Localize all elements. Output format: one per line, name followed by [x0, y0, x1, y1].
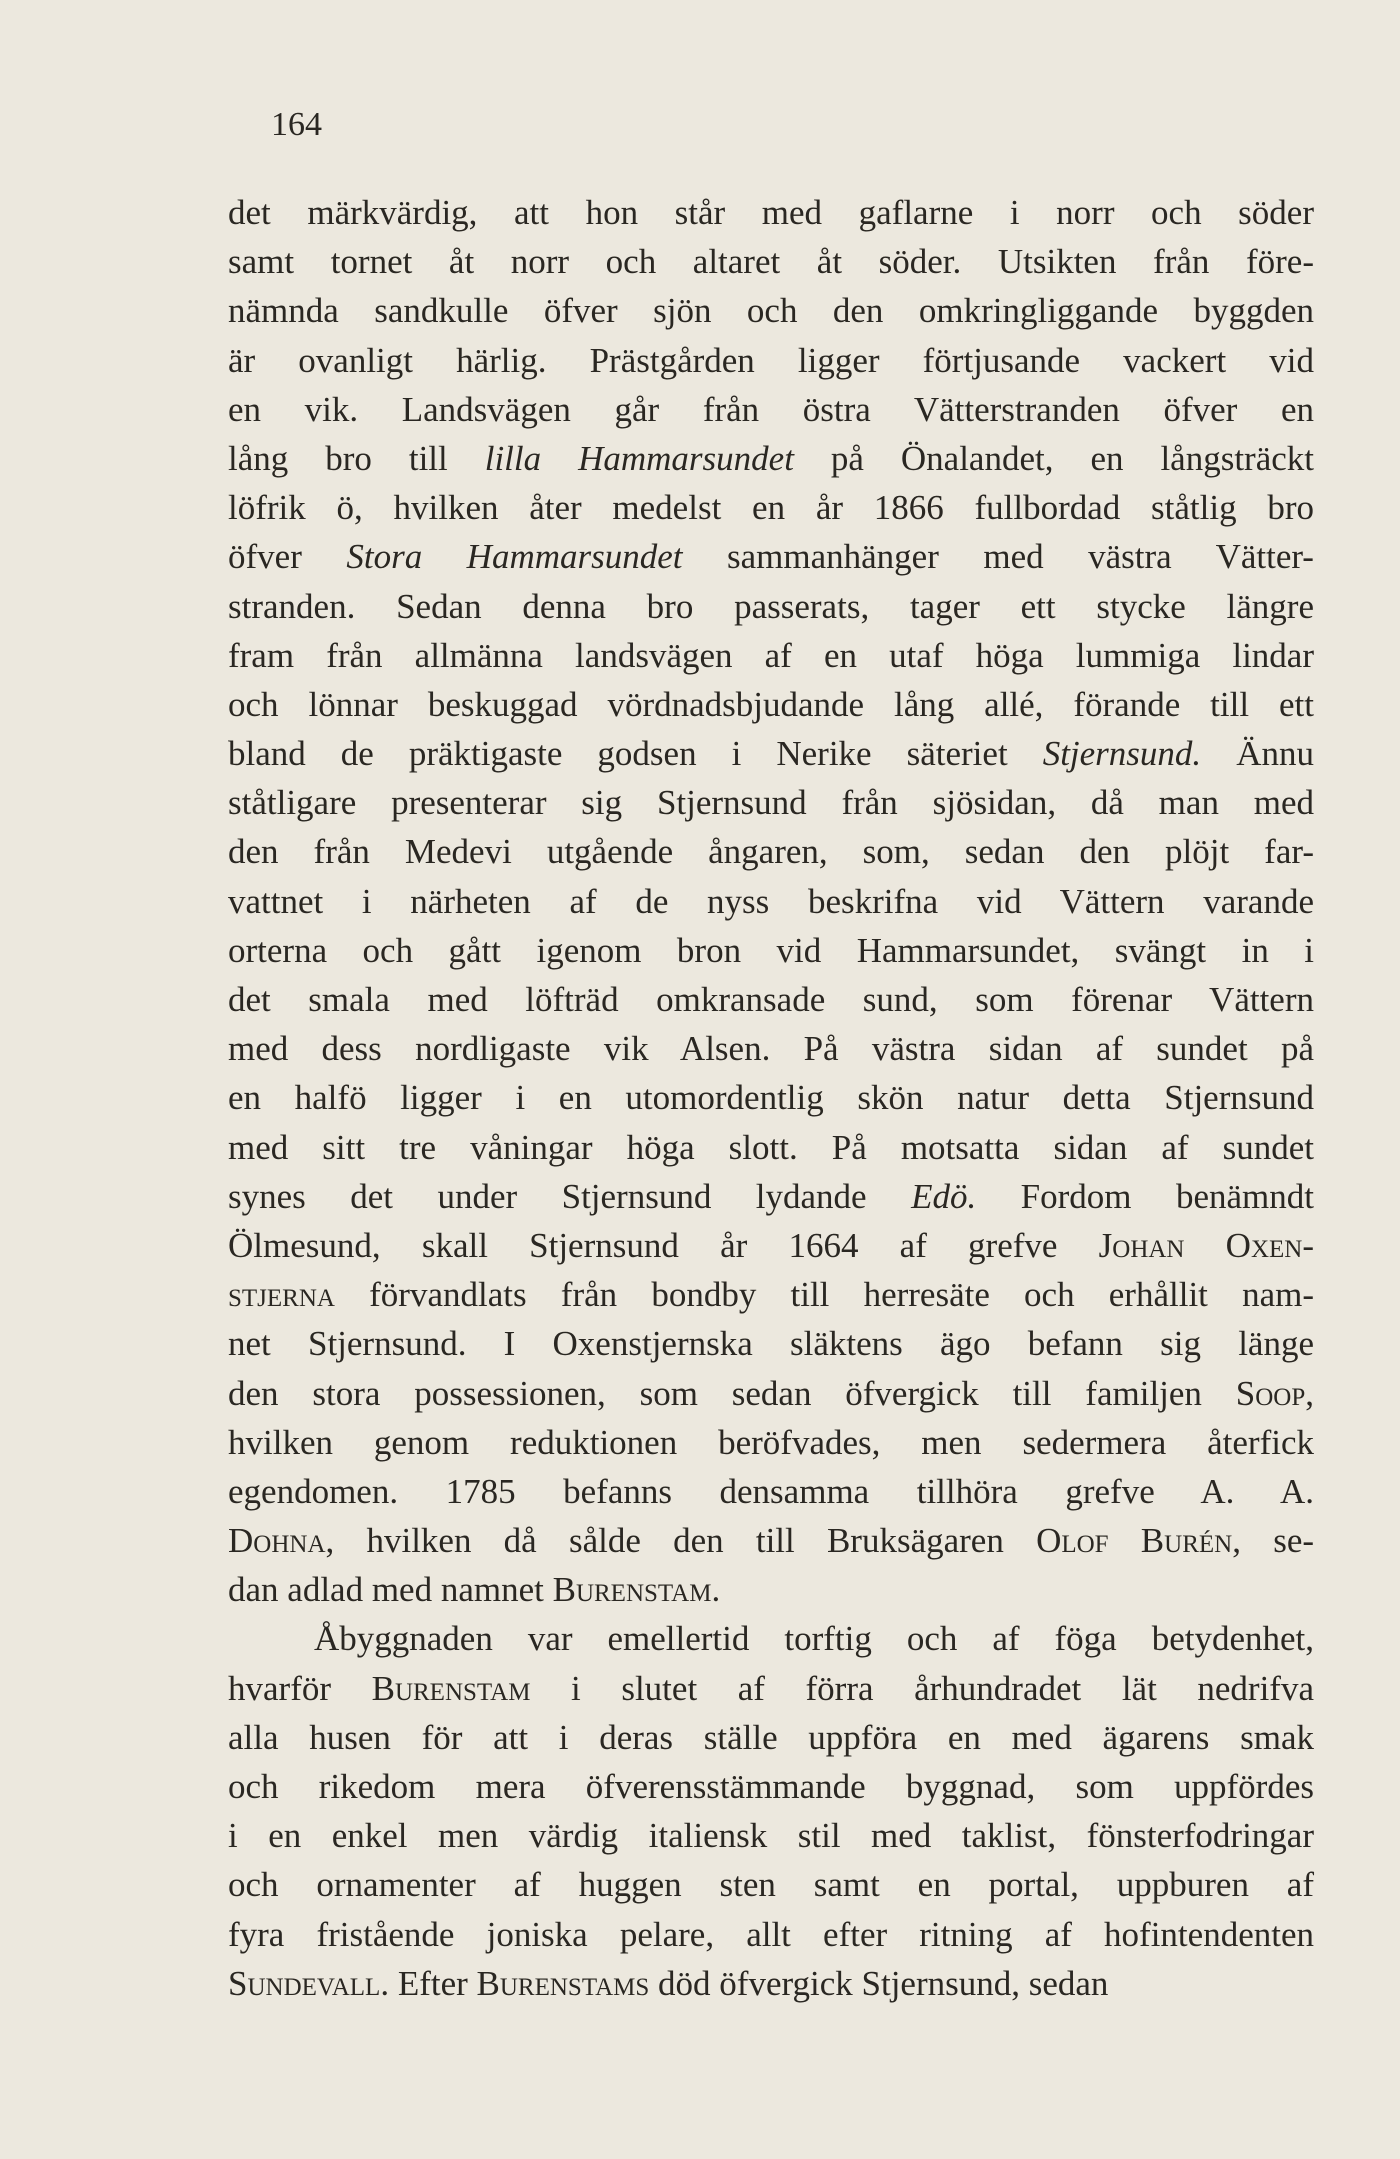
text-line — [228, 336, 1314, 385]
text-span: det smala med löfträd omkransade sund, som förenar Vättern — [228, 980, 1314, 1019]
text-line — [228, 1319, 1314, 1368]
text-span: alla husen för att i deras ställe uppföra en med ägarens smak — [228, 1717, 1314, 1757]
text-span: synes det under Stjernsund lydande — [228, 1176, 912, 1216]
text-span: död öfvergick Stjernsund, sedan — [649, 1963, 1109, 2003]
text-span: hvilken då sålde den till Bruksägaren — [334, 1521, 1037, 1561]
text-span: Åbyggnaden var emellertid torftig och af föga betydenhet, — [314, 1619, 1314, 1659]
text-span: det märkvärdig, att hon står med gaflarne i norr och söder — [228, 193, 1314, 232]
text-line — [228, 1123, 1314, 1172]
text-line — [228, 631, 1314, 680]
text-span: och ornamenter af huggen sten samt en portal, uppburen af — [228, 1865, 1314, 1905]
text-span: hvarför — [228, 1668, 372, 1708]
text-span: nämnda sandkulle öfver sjön och den omkringliggande byggden — [228, 291, 1314, 331]
paragraph — [228, 1614, 1314, 2008]
text-span: är ovanligt härlig. Prästgården ligger förtjusande vackert vid — [228, 340, 1314, 380]
text-span: en vik. Landsvägen går från östra Vätterstranden öfver en — [228, 389, 1314, 429]
text-line — [228, 827, 1314, 876]
text-line — [228, 385, 1314, 434]
text-line — [228, 483, 1314, 532]
text-span: på Önalandet, en långsträckt — [793, 438, 1314, 478]
italic-text: Stora Hammarsundet — [346, 537, 683, 577]
text-line — [228, 1664, 1314, 1713]
small-caps-name: Johan Oxen- — [1098, 1225, 1314, 1265]
text-span: fyra fristående joniska pelare, allt efter ritning af hofintendenten — [228, 1914, 1314, 1954]
text-line — [228, 1959, 1314, 2008]
text-line — [228, 729, 1314, 778]
text-line — [228, 975, 1314, 1024]
text-span: bland de präktigaste godsen i Nerike säteriet — [228, 734, 1043, 774]
text-span: den från Medevi utgående ångaren, som, sedan den plöjt far- — [228, 832, 1314, 872]
text-span: sammanhänger med västra Vätter- — [682, 537, 1314, 577]
small-caps-name: Burenstam. — [552, 1570, 721, 1610]
text-span: öfver — [228, 537, 347, 577]
text-line — [228, 680, 1314, 729]
text-line — [228, 926, 1314, 975]
text-span: dan adlad med namnet — [228, 1570, 553, 1610]
text-line — [228, 1762, 1314, 1811]
text-line — [228, 1172, 1314, 1221]
small-caps-name: Sundevall. — [228, 1963, 390, 2003]
text-line — [228, 1467, 1314, 1516]
text-line — [228, 1270, 1314, 1319]
small-caps-name: Soop, — [1235, 1373, 1314, 1413]
text-span: löfrik ö, hvilken åter medelst en år 1866 fullbordad ståtlig bro — [228, 488, 1314, 528]
text-line — [228, 532, 1314, 581]
small-caps-name: Burenstam — [371, 1668, 531, 1708]
text-line — [228, 1811, 1314, 1860]
text-line — [228, 1614, 1314, 1663]
text-span: Ännu — [1201, 734, 1314, 774]
italic-text: Edö. — [911, 1176, 977, 1216]
text-span: samt tornet åt norr och altaret åt söder. Utsikten från före- — [228, 242, 1314, 282]
italic-text: lilla Hammarsundet — [484, 438, 794, 478]
text-line — [228, 434, 1314, 483]
text-line — [228, 1565, 1314, 1614]
text-line — [228, 1073, 1314, 1122]
italic-text: Stjernsund. — [1042, 734, 1202, 774]
text-span: och lönnar beskuggad vördnadsbjudande lång allé, förande till ett — [228, 684, 1314, 724]
text-line — [228, 1860, 1314, 1909]
text-span: i en enkel men värdig italiensk stil med taklist, fönsterfodringar — [228, 1816, 1314, 1856]
text-span: orterna och gått igenom bron vid Hammarsundet, svängt in i — [228, 930, 1314, 970]
text-line — [228, 1910, 1314, 1959]
text-line — [228, 1418, 1314, 1467]
text-line — [228, 237, 1314, 286]
page-number: 164 — [271, 106, 322, 143]
text-span: egendomen. 1785 befanns densamma tillhöra grefve A. A. — [228, 1471, 1314, 1511]
text-line — [228, 778, 1314, 827]
text-span: med sitt tre våningar höga slott. På motsatta sidan af sundet — [228, 1127, 1314, 1167]
small-caps-name: Burenstams — [476, 1963, 650, 2003]
text-span: den stora possessionen, som sedan öfvergick till familjen — [228, 1373, 1236, 1413]
text-span: i slutet af förra århundradet lät nedrifva — [530, 1668, 1314, 1708]
text-span: se- — [1240, 1521, 1315, 1561]
text-span: en halfö ligger i en utomordentlig skön natur detta Stjernsund — [228, 1078, 1314, 1118]
text-span: förvandlats från bondby till herresäte och erhållit nam- — [334, 1275, 1314, 1315]
text-span: med dess nordligaste vik Alsen. På västra sidan af sundet på — [228, 1029, 1314, 1069]
text-span: lång bro till — [228, 438, 485, 478]
text-span: hvilken genom reduktionen beröfvades, men sedermera återfick — [228, 1422, 1314, 1462]
text-span: stranden. Sedan denna bro passerats, tager ett stycke längre — [228, 586, 1314, 626]
text-span: fram från allmänna landsvägen af en utaf höga lummiga lindar — [228, 635, 1314, 675]
small-caps-name: stjerna — [228, 1275, 335, 1315]
text-line — [228, 1221, 1314, 1270]
text-line — [228, 1713, 1314, 1762]
text-line — [228, 877, 1314, 926]
paragraph — [228, 188, 1314, 1614]
text-line — [228, 1369, 1314, 1418]
text-span: Efter — [389, 1963, 477, 2003]
body-text — [228, 188, 1314, 2008]
text-line — [228, 1516, 1314, 1565]
text-line — [228, 286, 1314, 335]
text-line — [228, 188, 1314, 237]
text-span: ståtligare presenterar sig Stjernsund från sjösidan, då man med — [228, 783, 1314, 823]
small-caps-name: Dohna, — [228, 1521, 335, 1561]
text-span: Ölmesund, skall Stjernsund år 1664 af grefve — [228, 1225, 1099, 1265]
text-span: Fordom benämndt — [976, 1176, 1314, 1216]
small-caps-name: Olof Burén, — [1036, 1521, 1241, 1561]
text-line — [228, 582, 1314, 631]
text-span: net Stjernsund. I Oxenstjernska släktens ägo befann sig länge — [228, 1324, 1314, 1364]
text-span: och rikedom mera öfverensstämmande byggnad, som uppfördes — [228, 1767, 1314, 1806]
text-span: vattnet i närheten af de nyss beskrifna vid Vättern varande — [228, 881, 1314, 921]
text-line — [228, 1024, 1314, 1073]
